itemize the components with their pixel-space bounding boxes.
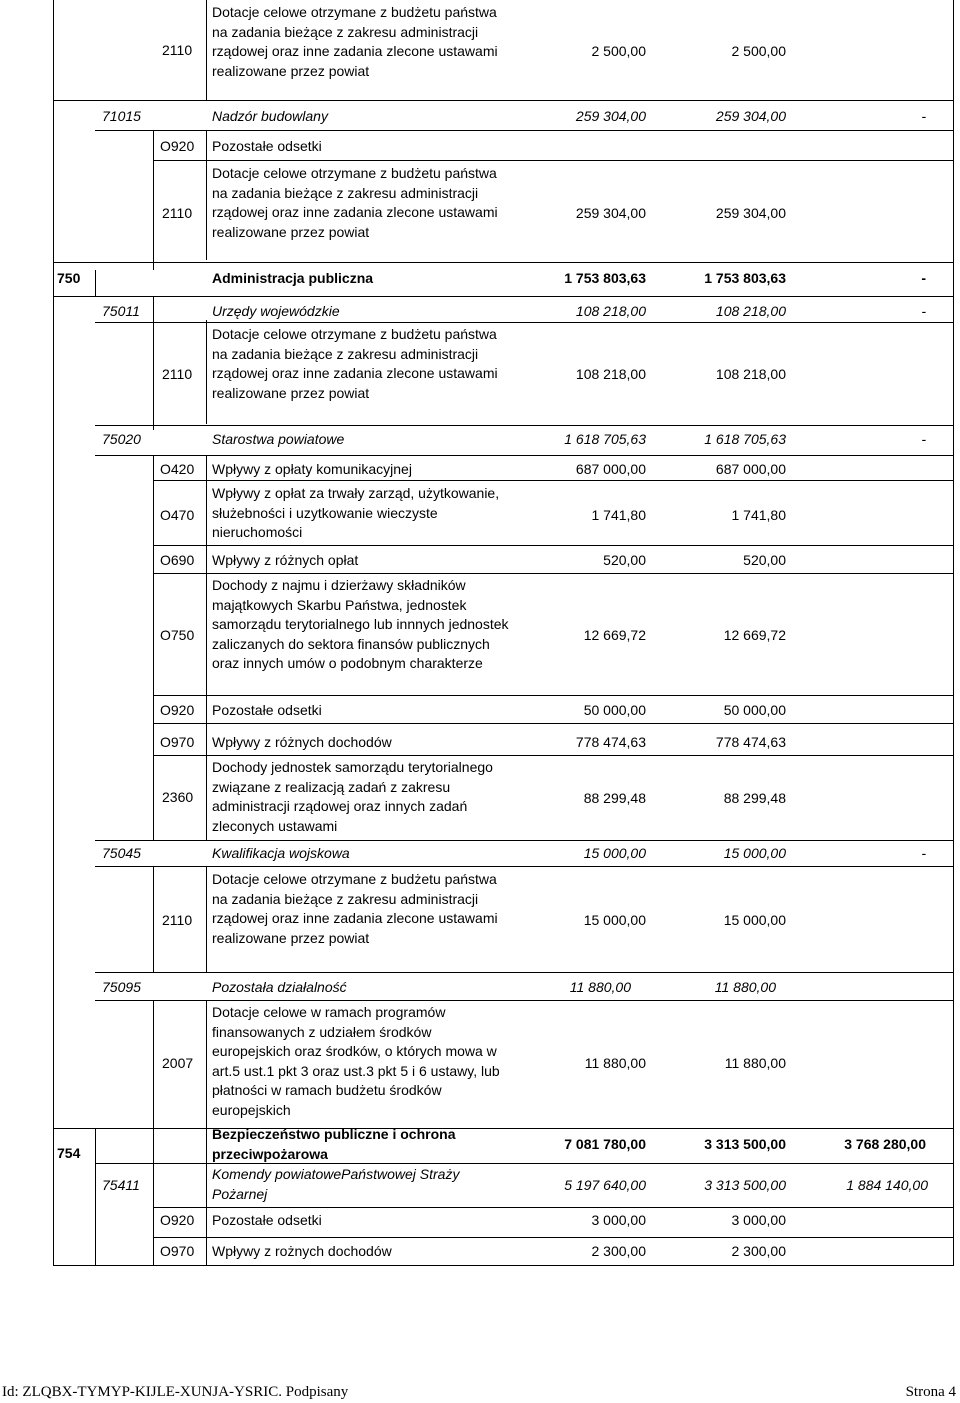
col-divider-rozdzial bbox=[153, 130, 154, 270]
col-divider-paragraf bbox=[206, 0, 207, 100]
plan-amount: 778 474,63 bbox=[575, 734, 646, 750]
plan-amount: 50 000,00 bbox=[583, 702, 646, 718]
executed-amount: 12 669,72 bbox=[723, 627, 786, 643]
executed-amount: 1 741,80 bbox=[731, 507, 786, 523]
paragraf-code: O970 bbox=[160, 1243, 195, 1259]
executed-amount: 1 753 803,63 bbox=[704, 270, 786, 286]
paragraf-code: 2110 bbox=[162, 912, 193, 928]
executed-amount: 2 500,00 bbox=[731, 43, 786, 59]
rozdzial-code: 75020 bbox=[102, 431, 141, 447]
paragraf-code: 2110 bbox=[162, 42, 193, 58]
row-divider bbox=[95, 322, 954, 323]
executed-amount: 687 000,00 bbox=[715, 461, 786, 477]
executed-amount: 11 880,00 bbox=[714, 979, 776, 995]
paragraf-code: O920 bbox=[160, 138, 195, 154]
plan-amount: 1 618 705,63 bbox=[564, 431, 646, 447]
executed-amount: 259 304,00 bbox=[715, 205, 786, 221]
row-description: Wpływy z różnych dochodów bbox=[212, 734, 392, 750]
difference-amount: - bbox=[921, 431, 926, 447]
plan-amount: 108 218,00 bbox=[575, 366, 646, 382]
col-divider-paragraf bbox=[206, 1000, 207, 1266]
dzial-code: 754 bbox=[57, 1145, 81, 1161]
row-description: Dotacje celowe w ramach programów finansowanych z udziałem środków europejskich oraz środków, o których mowa w art.5 ust.1 pkt 3 oraz ust.3 pkt 5 i 6 ustawy, lub płatności w ramach budżetu środków europejskich bbox=[212, 1004, 500, 1118]
row-divider bbox=[153, 755, 954, 756]
plan-amount: 5 197 640,00 bbox=[564, 1177, 646, 1193]
plan-amount: 2 500,00 bbox=[591, 43, 646, 59]
executed-amount: 108 218,00 bbox=[715, 366, 786, 382]
col-divider-paragraf bbox=[206, 320, 207, 424]
row-divider bbox=[95, 972, 954, 973]
plan-amount: 15 000,00 bbox=[583, 912, 646, 928]
difference-amount: - bbox=[921, 303, 926, 319]
row-description: Urzędy wojewódzkie bbox=[212, 303, 340, 319]
plan-amount: 3 000,00 bbox=[591, 1212, 646, 1228]
executed-amount: 11 880,00 bbox=[724, 1055, 786, 1071]
col-divider-paragraf bbox=[206, 455, 207, 840]
plan-amount: 108 218,00 bbox=[575, 303, 646, 319]
row-description: Wpływy z opłat za trwały zarząd, użytkowanie, służebności i uzytkowanie wieczyste nieruchomości bbox=[212, 485, 500, 541]
row-divider bbox=[95, 1000, 954, 1001]
difference-amount: - bbox=[921, 845, 926, 861]
col-divider-paragraf bbox=[206, 130, 207, 260]
row-divider bbox=[153, 723, 954, 724]
plan-amount: 1 753 803,63 bbox=[564, 270, 646, 286]
row-description: Starostwa powiatowe bbox=[212, 431, 345, 447]
executed-amount: 2 300,00 bbox=[731, 1243, 786, 1259]
row-divider bbox=[153, 1207, 954, 1208]
row-description: Dotacje celowe otrzymane z budżetu państwa na zadania bieżące z zakresu administracji rządowej oraz inne zadania zlecone ustawami realizowane przez powiat bbox=[212, 871, 498, 946]
plan-amount: 259 304,00 bbox=[575, 205, 646, 221]
executed-amount: 50 000,00 bbox=[723, 702, 786, 718]
col-divider-rozdzial bbox=[153, 455, 154, 840]
plan-amount: 15 000,00 bbox=[583, 845, 646, 861]
row-description: Nadzór budowlany bbox=[212, 108, 328, 124]
row-description: Dochody z najmu i dzierżawy składników majątkowych Skarbu Państwa, jednostek samorządu terytorialnego lub innnych jednostek zaliczanych do sektora finansów publicznych oraz innych umów o podobnym charakterze bbox=[212, 577, 509, 672]
plan-amount: 259 304,00 bbox=[575, 108, 646, 124]
executed-amount: 1 618 705,63 bbox=[704, 431, 786, 447]
paragraf-code: O470 bbox=[160, 507, 195, 523]
col-divider-rozdzial bbox=[153, 866, 154, 972]
plan-amount: 7 081 780,00 bbox=[564, 1136, 646, 1152]
executed-amount: 520,00 bbox=[743, 552, 786, 568]
row-divider bbox=[153, 480, 954, 481]
paragraf-code: O970 bbox=[160, 734, 195, 750]
paragraf-code: 2360 bbox=[162, 789, 194, 805]
dzial-code: 750 bbox=[57, 270, 81, 286]
plan-amount: 11 880,00 bbox=[584, 1055, 646, 1071]
row-divider bbox=[95, 425, 954, 426]
rozdzial-code: 75095 bbox=[102, 979, 141, 995]
plan-amount: 520,00 bbox=[603, 552, 646, 568]
row-divider bbox=[53, 262, 954, 263]
paragraf-code: O750 bbox=[160, 627, 195, 643]
row-divider bbox=[95, 840, 954, 841]
row-description: Dotacje celowe otrzymane z budżetu państwa na zadania bieżące z zakresu administracji rządowej oraz inne zadania zlecone ustawami realizowane przez powiat bbox=[212, 326, 498, 401]
paragraf-code: 2007 bbox=[162, 1055, 194, 1071]
rozdzial-code: 75411 bbox=[102, 1177, 140, 1193]
row-description: Bezpieczeństwo publiczne i ochrona przeciwpożarowa bbox=[212, 1126, 456, 1162]
executed-amount: 88 299,48 bbox=[723, 790, 786, 806]
difference-amount: - bbox=[921, 108, 926, 124]
rozdzial-code: 75011 bbox=[102, 303, 140, 319]
col-divider-dzial bbox=[95, 270, 96, 296]
row-description: Wpływy z różnych opłat bbox=[212, 552, 359, 568]
row-divider bbox=[153, 1237, 954, 1238]
row-divider bbox=[95, 866, 954, 867]
plan-amount: 12 669,72 bbox=[583, 627, 646, 643]
paragraf-code: O920 bbox=[160, 1212, 195, 1228]
rozdzial-code: 75045 bbox=[102, 845, 141, 861]
paragraf-code: O420 bbox=[160, 461, 195, 477]
paragraf-code: O920 bbox=[160, 702, 195, 718]
plan-amount: 2 300,00 bbox=[591, 1243, 646, 1259]
row-description: Dotacje celowe otrzymane z budżetu państwa na zadania bieżące z zakresu administracji rządowej oraz inne zadania zlecone ustawami realizowane przez powiat bbox=[212, 4, 498, 79]
row-divider bbox=[153, 573, 954, 574]
row-description: Pozostałe odsetki bbox=[212, 138, 322, 154]
col-divider-dzial-754 bbox=[95, 1128, 96, 1266]
row-description: Wpływy z opłaty komunikacyjnej bbox=[212, 461, 412, 477]
col-divider-paragraf bbox=[206, 866, 207, 972]
plan-amount: 687 000,00 bbox=[575, 461, 646, 477]
row-divider bbox=[153, 160, 954, 161]
row-description: Komendy powiatowePaństwowej Straży Pożarnej bbox=[212, 1166, 460, 1202]
difference-amount: 1 884 140,00 bbox=[846, 1177, 928, 1193]
paragraf-code: 2110 bbox=[162, 205, 193, 221]
row-divider bbox=[53, 296, 954, 297]
rozdzial-code: 71015 bbox=[102, 108, 141, 124]
row-divider bbox=[95, 455, 954, 456]
executed-amount: 778 474,63 bbox=[715, 734, 786, 750]
executed-amount: 108 218,00 bbox=[715, 303, 786, 319]
executed-amount: 259 304,00 bbox=[715, 108, 786, 124]
row-divider bbox=[95, 130, 954, 131]
plan-amount: 11 880,00 bbox=[569, 979, 631, 995]
executed-amount: 3 313 500,00 bbox=[704, 1177, 786, 1193]
row-divider bbox=[153, 545, 954, 546]
row-description: Pozostała działalność bbox=[212, 979, 347, 995]
page-number: Strona 4 bbox=[905, 1384, 956, 1400]
paragraf-code: 2110 bbox=[162, 366, 193, 382]
row-description: Wpływy z rożnych dochodów bbox=[212, 1243, 392, 1259]
col-divider-rozdzial bbox=[153, 1000, 154, 1266]
difference-amount: 3 768 280,00 bbox=[844, 1136, 926, 1152]
row-description: Pozostałe odsetki bbox=[212, 702, 322, 718]
paragraf-code: O690 bbox=[160, 552, 195, 568]
col-divider-rozdzial bbox=[153, 296, 154, 430]
executed-amount: 3 313 500,00 bbox=[704, 1136, 786, 1152]
document-id-footer: Id: ZLQBX-TYMYP-KIJLE-XUNJA-YSRIC. Podpisany bbox=[2, 1384, 349, 1400]
executed-amount: 3 000,00 bbox=[731, 1212, 786, 1228]
row-divider bbox=[153, 695, 954, 696]
row-description: Kwalifikacja wojskowa bbox=[212, 845, 350, 861]
plan-amount: 1 741,80 bbox=[591, 507, 646, 523]
row-description: Pozostałe odsetki bbox=[212, 1212, 322, 1228]
row-description: Dochody jednostek samorządu terytorialnego związane z realizacją zadań z zakresu administracji rządowej oraz innych zadań zleconych ustawami bbox=[212, 759, 493, 834]
plan-amount: 88 299,48 bbox=[583, 790, 646, 806]
executed-amount: 15 000,00 bbox=[723, 845, 786, 861]
row-divider bbox=[53, 100, 954, 101]
row-description: Dotacje celowe otrzymane z budżetu państwa na zadania bieżące z zakresu administracji rządowej oraz inne zadania zlecone ustawami realizowane przez powiat bbox=[212, 165, 498, 240]
difference-amount: - bbox=[921, 270, 926, 286]
row-description: Administracja publiczna bbox=[212, 270, 374, 286]
executed-amount: 15 000,00 bbox=[723, 912, 786, 928]
